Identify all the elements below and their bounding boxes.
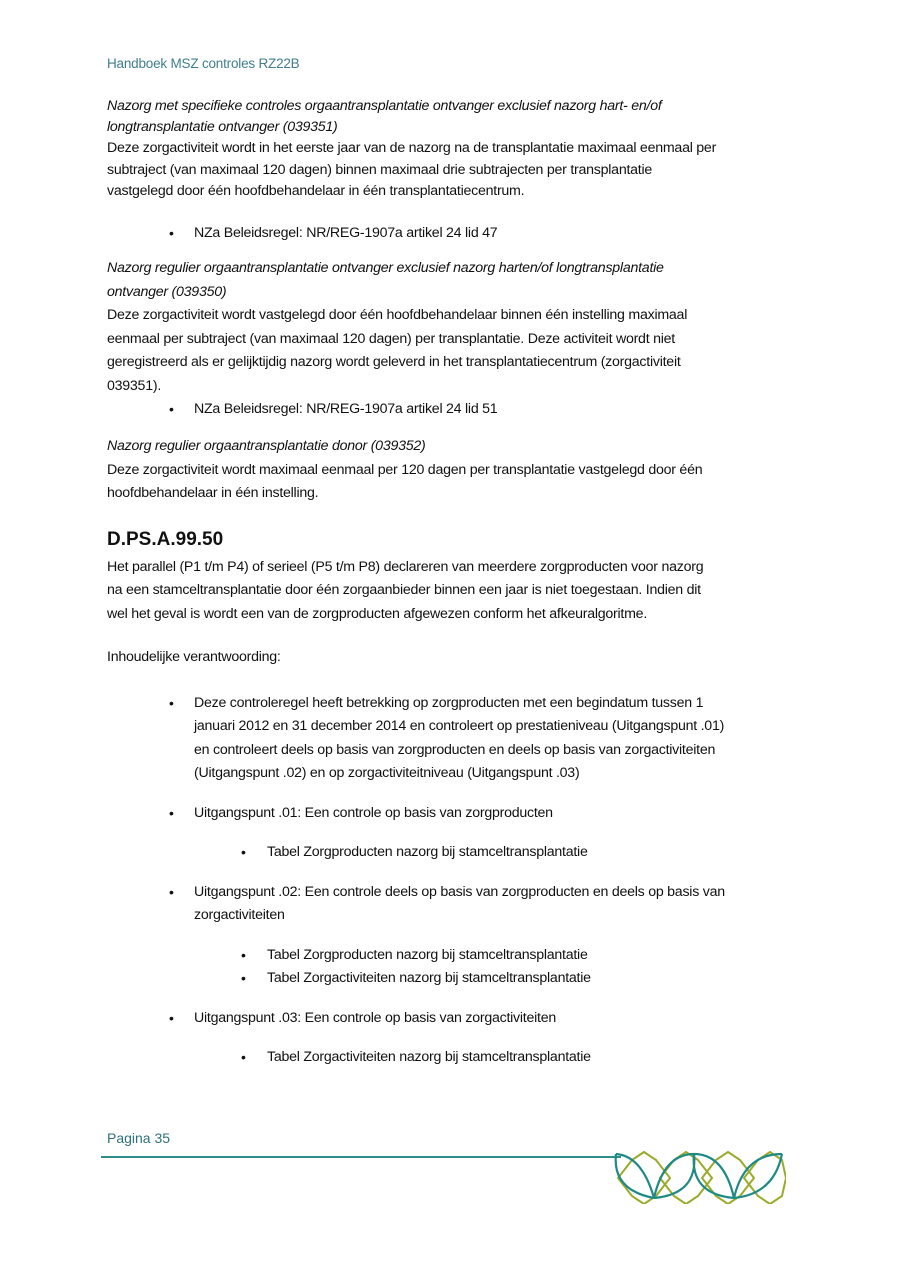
rule-body: Het parallel (P1 t/m P4) of serieel (P5 t/m P8) declareren van meerdere zorgproducten voor nazorg [107,558,704,575]
bullet-text: januari 2012 en 31 december 2014 en controleert op prestatieniveau (Uitgangspunt .01) [194,718,725,734]
rule-code-heading: D.PS.A.99.50 [107,529,224,550]
decorative-logo-icon [614,1150,786,1204]
policy-bullet: • NZa Beleidsregel: NR/REG-1907a artikel 24 lid 47 [107,222,807,246]
uitgangspunt-01: • Uitgangspunt .01: Een controle op basis van zorgproducten [107,802,807,826]
section-body: Deze zorgactiviteit wordt in het eerste jaar van de nazorg na de transplantatie maximaal eenmaal per [107,140,717,156]
page-number: Pagina 35 [107,1130,171,1146]
uitgangspunt-02-cont: zorgactiviteiten [194,907,285,923]
running-header: Handboek MSZ controles RZ22B [107,56,300,71]
uitgangspunt-02: • Uitgangspunt .02: Een controle deels op basis van zorgproducten en deels op basis van [107,881,807,905]
section-body: subtraject (van maximaal 120 dagen) binnen maximaal drie subtrajecten per transplantatie [107,161,653,178]
section-body: eenmaal per subtraject (van maximaal 120 dagen) per transplantatie. Deze activiteit wordt niet [107,330,675,347]
section-039351 [107,95,807,245]
section-body: 039351). [107,377,162,394]
section-body: hoofdbehandelaar in één instelling. [107,485,319,501]
rule-body: na een stamceltransplantatie door één zorgaanbieder binnen een jaar is niet toegestaan. Indien dit [107,582,701,598]
section-body: vastgelegd door één hoofdbehandelaar in één transplantatiecentrum. [107,183,525,199]
section-body: geregistreerd als er gelijktijdig nazorg wordt geleverd in het transplantatiecentrum (zorgactiviteit [107,354,681,370]
rule-section [107,528,807,1070]
justification-bullet [107,692,807,786]
section-body: Deze zorgactiviteit wordt vastgelegd door één hoofdbehandelaar binnen één instelling maximaal [107,307,688,323]
table-reference: • Tabel Zorgproducten nazorg bij stamceltransplantatie [107,944,807,968]
justification-label: Inhoudelijke verantwoording: [107,649,281,665]
section-title-cont: ontvanger (039350) [107,283,227,300]
section-body: Deze zorgactiviteit wordt maximaal eenmaal per 120 dagen per transplantatie vastgelegd door één [107,461,703,478]
section-039352 [107,435,807,506]
bullet-text: (Uitgangspunt .02) en op zorgactiviteitniveau (Uitgangspunt .03) [194,765,580,781]
rule-body: wel het geval is wordt een van de zorgproducten afgewezen conform het afkeuralgoritme. [107,605,648,622]
bullet-text: en controleert deels op basis van zorgproducten en deels op basis van zorgactiviteiten [194,741,716,758]
section-title: Nazorg regulier orgaantransplantatie donor (039352) [107,438,426,454]
table-reference: • Tabel Zorgactiviteiten nazorg bij stamceltransplantatie [107,1046,807,1070]
footer-rule [101,1156,621,1158]
section-title: Nazorg met specifieke controles orgaantransplantatie ontvanger exclusief nazorg hart- en/of [107,98,662,114]
uitgangspunt-03: • Uitgangspunt .03: Een controle op basis van zorgactiviteiten [107,1007,807,1031]
section-039350 [107,257,807,422]
bullet-text: • Deze controleregel heeft betrekking op zorgproducten met een begindatum tussen 1 [107,692,807,716]
policy-bullet: • NZa Beleidsregel: NR/REG-1907a artikel 24 lid 51 [107,398,807,422]
table-reference: • Tabel Zorgproducten nazorg bij stamceltransplantatie [107,841,807,865]
table-reference: • Tabel Zorgactiviteiten nazorg bij stamceltransplantatie [107,967,807,991]
section-title: Nazorg regulier orgaantransplantatie ontvanger exclusief nazorg harten/of longtransplantatie [107,260,664,276]
section-title-cont: longtransplantatie ontvanger (039351) [107,118,338,135]
